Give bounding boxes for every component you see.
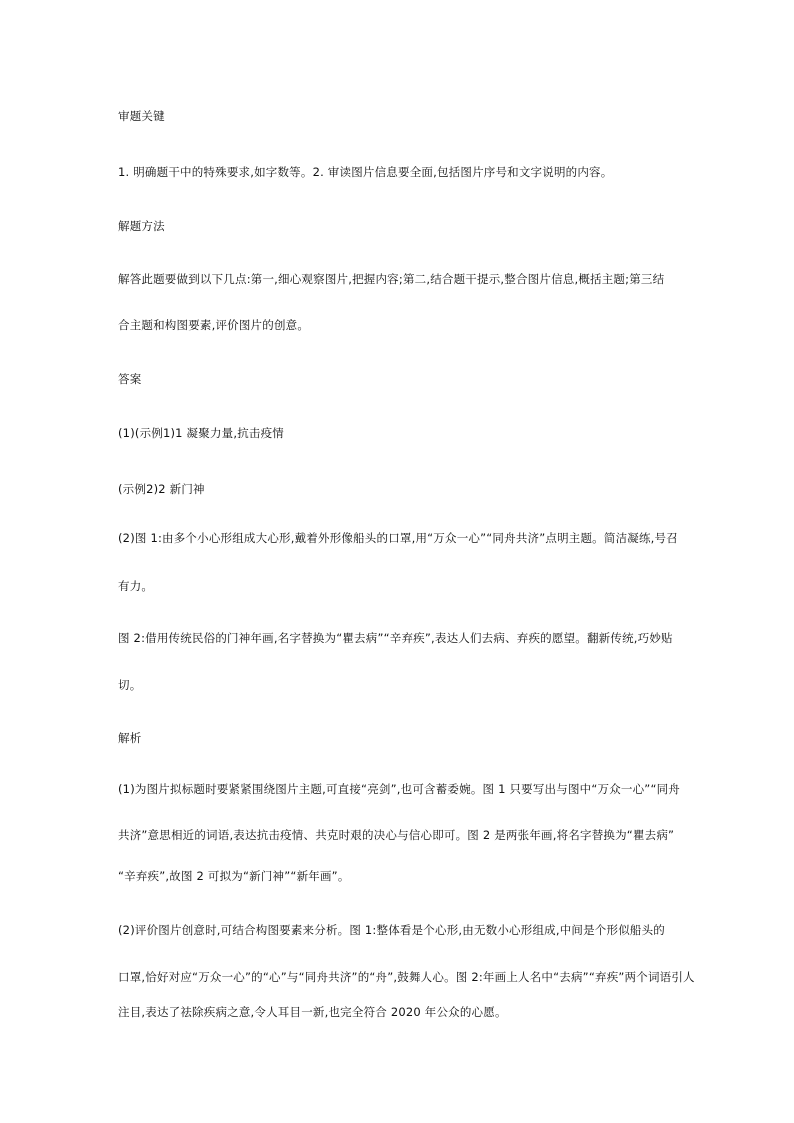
answer-part2-line-4: 切。 — [118, 678, 142, 692]
answer-part2-line-1: (2)图 1:由多个小心形组成大心形,戴着外形像船头的口罩,用“万众一心”“同舟共济”点明主题。简洁凝练,号召 — [118, 531, 678, 545]
analysis-heading: 解析 — [118, 731, 142, 745]
analysis-line-6: 注目,表达了祛除疾病之意,令人耳目一新,也完全符合 2020 年公众的心愿。 — [118, 1005, 507, 1019]
answer-part2-line-3: 图 2:借用传统民俗的门神年画,名字替换为“瞿去病”“辛弃疾”,表达人们去病、弃疾的愿望。翻新传统,巧妙贴 — [118, 631, 673, 645]
review-key-heading: 审题关键 — [118, 109, 165, 123]
analysis-line-3: “辛弃疾”,故图 2 可拟为“新门神”“新年画”。 — [118, 869, 350, 883]
analysis-line-2: 共济”意思相近的词语,表达抗击疫情、共克时艰的决心与信心即可。图 2 是两张年画,将名字替换为“瞿去病” — [118, 828, 675, 842]
method-text-line-1: 解答此题要做到以下几点:第一,细心观察图片,把握内容;第二,结合题干提示,整合图片信息,概括主题;第三结 — [118, 272, 665, 286]
answer-example-1: (1)(示例1)1 凝聚力量,抗击疫情 — [118, 426, 285, 440]
method-text-line-2: 合主题和构图要素,评价图片的创意。 — [118, 318, 310, 332]
answer-example-2: (示例2)2 新门神 — [118, 482, 205, 496]
review-key-text: 1. 明确题干中的特殊要求,如字数等。2. 审读图片信息要全面,包括图片序号和文字说明的内容。 — [118, 165, 613, 179]
analysis-line-4: (2)评价图片创意时,可结合构图要素来分析。图 1:整体看是个心形,由无数小心形组成,中间是个形似船头的 — [118, 923, 665, 937]
analysis-line-1: (1)为图片拟标题时要紧紧围绕图片主题,可直接“亮剑”,也可含蓄委婉。图 1 只要写出与图中“万众一心”“同舟 — [118, 782, 681, 796]
analysis-line-5: 口罩,恰好对应“万众一心”的“心”与“同舟共济”的“舟”,鼓舞人心。图 2:年画上人名中“去病”“弃疾”两个词语引人 — [118, 970, 695, 984]
answer-part2-line-2: 有力。 — [118, 579, 154, 593]
method-heading: 解题方法 — [118, 219, 165, 233]
answer-heading: 答案 — [118, 372, 142, 386]
